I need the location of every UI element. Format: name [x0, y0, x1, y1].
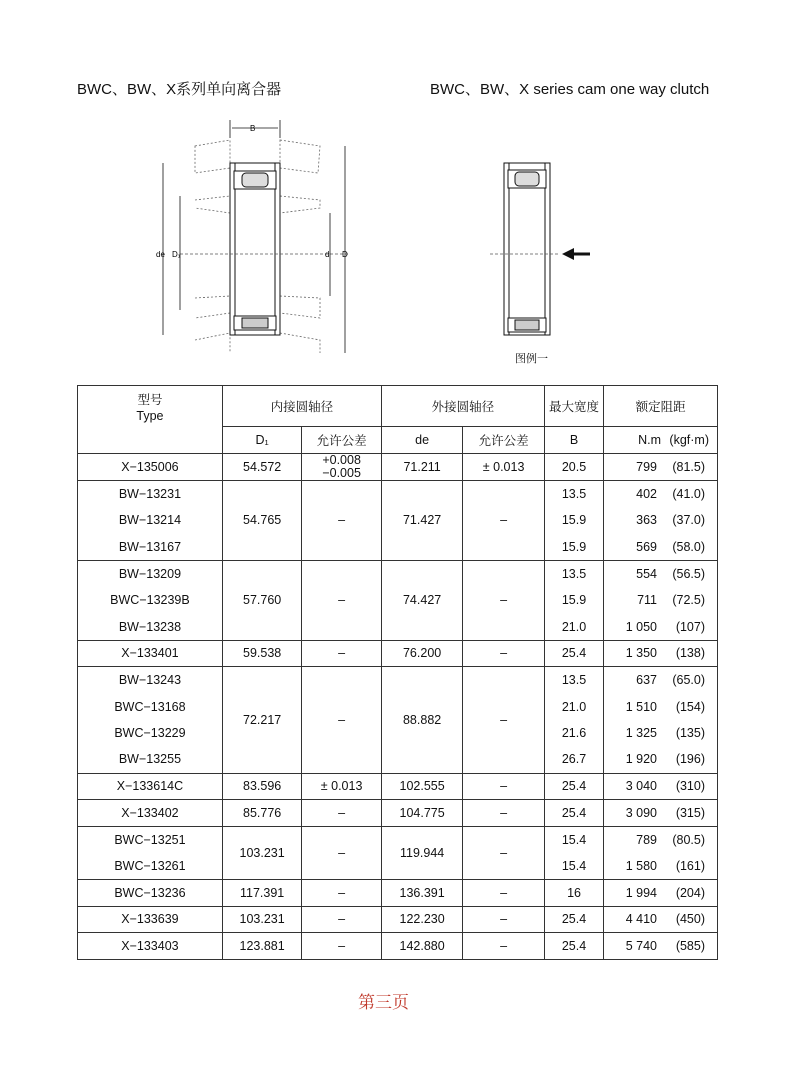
torque-kgf: (315) [675, 805, 705, 820]
cell-d1: 72.217 [222, 667, 301, 773]
cell-torque [604, 800, 718, 827]
cell-de: 104.775 [381, 800, 463, 827]
cell-torque [604, 534, 718, 561]
cell-b: 15.9 [544, 534, 603, 561]
torque-kgf: (204) [675, 885, 705, 900]
cell-tol-outer: – [463, 667, 545, 773]
page-number: 第三页 [358, 993, 409, 1013]
cell-torque [604, 560, 718, 587]
table-row [78, 800, 718, 827]
cell-b: 25.4 [544, 800, 603, 827]
cell-torque [604, 481, 718, 508]
cell-torque [604, 906, 718, 933]
cell-tol-outer: – [463, 773, 545, 800]
cell-de: 119.944 [381, 826, 463, 879]
cell-tol-outer: ± 0.013 [463, 454, 545, 481]
cell-model: BWC−13239B [78, 587, 223, 614]
cell-b: 26.7 [544, 746, 603, 773]
torque-kgf: (41.0) [672, 487, 705, 502]
torque-nm: 789 [636, 832, 657, 847]
cell-model: BWC−13229 [78, 720, 223, 747]
header-outer: 外接圆轴径 [381, 386, 544, 427]
cell-b: 15.9 [544, 587, 603, 614]
spec-table [77, 385, 718, 960]
cell-b: 25.4 [544, 640, 603, 667]
torque-kgf: (37.0) [672, 513, 705, 528]
cell-d1: 54.765 [222, 481, 301, 561]
torque-kgf: (81.5) [672, 460, 705, 474]
cell-b: 13.5 [544, 560, 603, 587]
cell-model: BW−13243 [78, 667, 223, 694]
torque-nm: 1 325 [625, 726, 657, 741]
cell-tol-outer: – [463, 481, 545, 561]
cell-torque [604, 693, 718, 720]
cell-d1: 59.538 [222, 640, 301, 667]
cell-d1: 123.881 [222, 933, 301, 960]
torque-kgf: (154) [675, 699, 705, 714]
cell-model: BW−13209 [78, 560, 223, 587]
cell-tol-inner: ± 0.013 [302, 773, 381, 800]
header-tol-inner: 允许公差 [302, 427, 381, 454]
torque-kgf: (161) [675, 858, 705, 873]
torque-kgf: (58.0) [672, 539, 705, 554]
cell-tol-outer: – [463, 640, 545, 667]
dim-label-de: de [156, 250, 165, 259]
torque-kgf: (107) [675, 619, 705, 634]
cell-tol-outer: – [463, 560, 545, 640]
cell-model: BWC−13261 [78, 853, 223, 880]
cell-tol-inner: – [302, 481, 381, 561]
cell-b: 20.5 [544, 454, 603, 481]
cell-model: X−133639 [78, 906, 223, 933]
cell-de: 88.882 [381, 667, 463, 773]
torque-nm: 1 580 [625, 858, 657, 873]
header-max-width: 最大宽度 [544, 386, 603, 427]
cell-model: BW−13214 [78, 507, 223, 534]
cell-model: BWC−13236 [78, 879, 223, 906]
dim-label-D: D [342, 250, 348, 259]
cell-torque [604, 853, 718, 880]
figure-caption: 图例一 [515, 353, 548, 365]
cell-d1: 103.231 [222, 826, 301, 879]
torque-nm: 3 040 [625, 779, 657, 794]
cell-torque [604, 879, 718, 906]
cell-tol-outer: – [463, 906, 545, 933]
cell-tol-inner: – [302, 906, 381, 933]
rotation-arrow-icon [562, 248, 590, 260]
header-b: B [544, 427, 603, 454]
cell-b: 15.4 [544, 853, 603, 880]
cell-tol-inner: +0.008 −0.005 [302, 454, 381, 481]
header-type: 型号 Type [78, 386, 223, 454]
cell-de: 122.230 [381, 906, 463, 933]
table-row [78, 640, 718, 667]
table-row [78, 454, 718, 481]
torque-kgf: (65.0) [672, 673, 705, 688]
cell-model: BW−13231 [78, 481, 223, 508]
cell-b: 25.4 [544, 906, 603, 933]
cell-d1: 103.231 [222, 906, 301, 933]
table-row [78, 933, 718, 960]
cell-b: 25.4 [544, 773, 603, 800]
torque-kgf: (450) [675, 912, 705, 927]
cell-de: 71.427 [381, 481, 463, 561]
cell-de: 142.880 [381, 933, 463, 960]
header-de: de [381, 427, 463, 454]
cell-model: BWC−13168 [78, 693, 223, 720]
cell-d1: 117.391 [222, 879, 301, 906]
header-tol-outer: 允许公差 [463, 427, 545, 454]
torque-nm: 1 994 [625, 885, 657, 900]
cell-torque [604, 667, 718, 694]
cell-tol-inner: – [302, 879, 381, 906]
torque-kgf: (135) [675, 726, 705, 741]
page-title-en: BWC、BW、X series cam one way clutch [430, 81, 710, 98]
torque-kgf: (72.5) [672, 593, 705, 608]
torque-nm: 1 510 [625, 699, 657, 714]
cell-model: X−133403 [78, 933, 223, 960]
header-inner: 内接圆轴径 [222, 386, 381, 427]
cell-tol-inner: – [302, 800, 381, 827]
cell-tol-outer: – [463, 800, 545, 827]
cell-b: 21.0 [544, 613, 603, 640]
table-row [78, 906, 718, 933]
torque-nm: 4 410 [625, 912, 657, 927]
cell-b: 15.4 [544, 826, 603, 853]
cell-d1: 83.596 [222, 773, 301, 800]
dim-label-b: B [250, 124, 256, 133]
cell-tol-inner: – [302, 826, 381, 879]
cell-b: 16 [544, 879, 603, 906]
cell-tol-outer: – [463, 879, 545, 906]
torque-nm: 1 050 [625, 619, 657, 634]
cell-de: 136.391 [381, 879, 463, 906]
torque-nm: 402 [636, 487, 657, 502]
table-row [78, 826, 718, 853]
cell-model: BWC−13251 [78, 826, 223, 853]
spec-table-body [78, 454, 718, 960]
cell-b: 21.0 [544, 693, 603, 720]
cell-de: 74.427 [381, 560, 463, 640]
cell-torque [604, 746, 718, 773]
table-row [78, 773, 718, 800]
torque-nm: 1 920 [625, 752, 657, 767]
cell-tol-outer: – [463, 826, 545, 879]
cell-model: X−133614C [78, 773, 223, 800]
cell-model: X−133402 [78, 800, 223, 827]
header-torque: 额定阻距 [604, 386, 718, 427]
dim-label-d: d [325, 250, 330, 259]
cell-d1: 54.572 [222, 454, 301, 481]
cell-b: 25.4 [544, 933, 603, 960]
cell-b: 13.5 [544, 667, 603, 694]
cell-model: BW−13238 [78, 613, 223, 640]
cell-model: BW−13255 [78, 746, 223, 773]
clutch-diagram [150, 118, 590, 353]
page-title-cn: BWC、BW、X系列单向离合器 [77, 81, 282, 98]
torque-kgf: (80.5) [672, 832, 705, 847]
torque-kgf: (56.5) [672, 566, 705, 581]
cell-b: 15.9 [544, 507, 603, 534]
torque-kgf: (310) [675, 779, 705, 794]
cell-d1: 85.776 [222, 800, 301, 827]
cell-torque [604, 826, 718, 853]
header-d1: D₁ [222, 427, 301, 454]
cell-de: 71.211 [381, 454, 463, 481]
cell-tol-inner: – [302, 560, 381, 640]
torque-nm: 363 [636, 513, 657, 528]
cell-de: 102.555 [381, 773, 463, 800]
table-row [78, 879, 718, 906]
table-row [78, 481, 718, 508]
torque-kgf: (138) [675, 646, 705, 661]
cell-model: X−133401 [78, 640, 223, 667]
table-row [78, 667, 718, 694]
torque-kgf: (585) [675, 938, 705, 953]
cell-model: X−135006 [78, 454, 223, 481]
dim-label-d1: D₁ [172, 250, 181, 259]
cell-d1: 57.760 [222, 560, 301, 640]
torque-nm: 799 [636, 460, 657, 474]
cell-tol-inner: – [302, 640, 381, 667]
cell-tol-outer: – [463, 933, 545, 960]
cell-b: 13.5 [544, 481, 603, 508]
torque-nm: 711 [637, 593, 657, 608]
torque-nm: 5 740 [625, 938, 657, 953]
torque-nm: 3 090 [625, 805, 657, 820]
cell-torque [604, 933, 718, 960]
cell-torque [604, 720, 718, 747]
cell-torque [604, 507, 718, 534]
torque-nm: 554 [636, 566, 657, 581]
torque-nm: 637 [636, 673, 657, 688]
torque-nm: 569 [636, 539, 657, 554]
header-nm-kgf: N.m (kgf·m) [604, 427, 718, 454]
torque-nm: 1 350 [625, 646, 657, 661]
cell-torque [604, 773, 718, 800]
cell-torque [604, 613, 718, 640]
cell-tol-inner: – [302, 667, 381, 773]
cell-torque [604, 587, 718, 614]
cell-tol-inner: – [302, 933, 381, 960]
torque-kgf: (196) [675, 752, 705, 767]
cell-de: 76.200 [381, 640, 463, 667]
cell-torque [604, 640, 718, 667]
cell-torque [604, 454, 718, 481]
cell-model: BW−13167 [78, 534, 223, 561]
table-row [78, 560, 718, 587]
cell-b: 21.6 [544, 720, 603, 747]
